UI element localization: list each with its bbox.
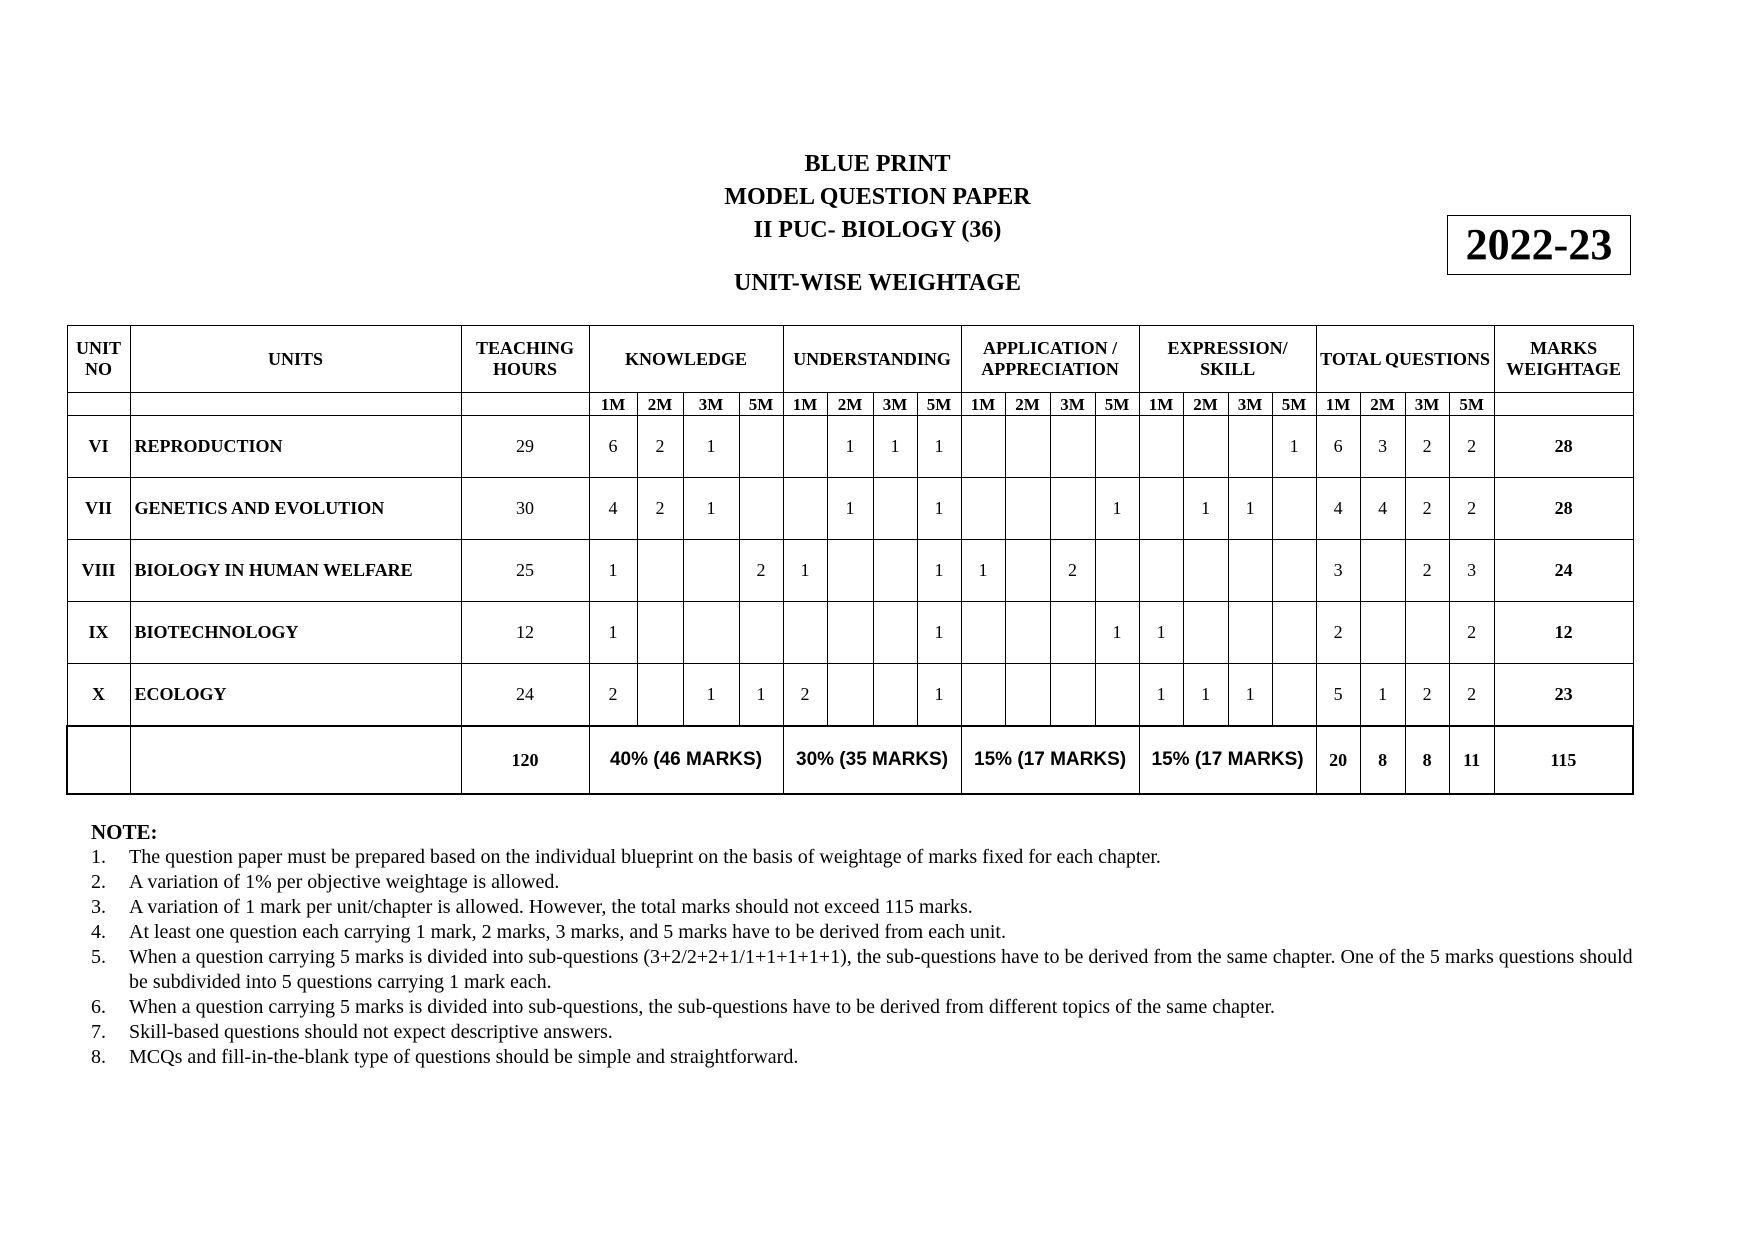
unit-number: IX [67,602,130,664]
title-model-question-paper: MODEL QUESTION PAPER [724,184,1031,210]
question-count-cell: 1 [1228,478,1272,540]
question-count-cell [827,664,873,727]
question-count-cell [1050,416,1095,478]
unit-number: VII [67,478,130,540]
question-count-cell [1095,540,1139,602]
subheader-cell: 2M [1360,393,1405,416]
header-teaching-hours: TEACHING HOURS [461,326,589,393]
subheader-blank [130,393,461,416]
question-count-cell [1183,416,1228,478]
question-count-cell [1405,602,1449,664]
question-count-cell: 1 [917,602,961,664]
question-count-cell: 1 [917,416,961,478]
question-count-cell: 1 [683,478,739,540]
teaching-hours: 12 [461,602,589,664]
question-count-cell: 2 [637,478,683,540]
question-count-cell [1005,602,1050,664]
notes-list [91,845,1651,1070]
total-teaching-hours: 120 [461,726,589,794]
marks-weightage: 28 [1494,416,1633,478]
question-count-cell: 1 [1228,664,1272,727]
note-item [91,845,1651,870]
note-number: 8. [91,1046,106,1068]
subheader-cell: 3M [1405,393,1449,416]
teaching-hours: 30 [461,478,589,540]
question-count-cell: 2 [1449,602,1494,664]
question-count-cell [1095,664,1139,727]
question-count-cell: 4 [1360,478,1405,540]
note-text: The question paper must be prepared based on the individual blueprint on the basis of weightage of marks fixed for each chapter. [129,846,1161,868]
total-blank [130,726,461,794]
marks-weightage: 23 [1494,664,1633,727]
question-count-cell [1272,664,1316,727]
question-count-cell: 5 [1316,664,1360,727]
total-marks-weightage: 115 [1494,726,1633,794]
academic-year-box: 2022-23 [1447,215,1631,275]
question-count-cell: 1 [589,602,637,664]
subheader-cell: 5M [1449,393,1494,416]
question-count-cell: 1 [917,478,961,540]
note-text: Skill-based questions should not expect descriptive answers. [129,1021,613,1043]
total-expression: 15% (17 MARKS) [1139,726,1316,794]
table-row [67,416,1633,478]
table-row [67,602,1633,664]
total-questions-3m: 8 [1405,726,1449,794]
question-count-cell [1360,602,1405,664]
note-number: 4. [91,921,106,943]
question-count-cell [1139,540,1183,602]
note-text: At least one question each carrying 1 mark, 2 marks, 3 marks, and 5 marks have to be derived from each unit. [129,921,1006,943]
note-text: A variation of 1 mark per unit/chapter is allowed. However, the total marks should not exceed 115 marks. [129,896,973,918]
question-count-cell [1228,540,1272,602]
question-count-cell [739,416,783,478]
question-count-cell [783,478,827,540]
header-knowledge: KNOWLEDGE [589,326,783,393]
question-count-cell: 2 [783,664,827,727]
unit-name: ECOLOGY [130,664,461,727]
question-count-cell [873,664,917,727]
question-count-cell [1183,540,1228,602]
question-count-cell [1139,416,1183,478]
table-row [67,478,1633,540]
question-count-cell: 6 [589,416,637,478]
question-count-cell: 2 [1405,664,1449,727]
question-count-cell: 4 [1316,478,1360,540]
question-count-cell: 1 [1095,602,1139,664]
title-blue-print: BLUE PRINT [804,151,951,177]
question-count-cell: 2 [1405,540,1449,602]
question-count-cell [783,416,827,478]
total-questions-1m: 20 [1316,726,1360,794]
total-questions-2m: 8 [1360,726,1405,794]
subheader-cell: 2M [637,393,683,416]
total-application: 15% (17 MARKS) [961,726,1139,794]
question-count-cell [1005,478,1050,540]
subheader-cell: 1M [1316,393,1360,416]
question-count-cell: 1 [873,416,917,478]
question-count-cell: 3 [1360,416,1405,478]
table-subheader-row [67,393,1633,416]
question-count-cell: 2 [1449,416,1494,478]
question-count-cell: 3 [1316,540,1360,602]
question-count-cell [637,540,683,602]
question-count-cell [1228,602,1272,664]
question-count-cell [873,602,917,664]
question-count-cell: 1 [1183,478,1228,540]
question-count-cell [1272,478,1316,540]
question-count-cell: 2 [1449,478,1494,540]
question-count-cell: 1 [589,540,637,602]
table-body [67,416,1633,727]
table-row [67,540,1633,602]
header-expression: EXPRESSION/ SKILL [1139,326,1316,393]
subheader-cell: 2M [1005,393,1050,416]
subheader-cell: 3M [1050,393,1095,416]
subheader-cell: 5M [739,393,783,416]
note-number: 2. [91,871,106,893]
note-text: MCQs and fill-in-the-blank type of questions should be simple and straightforward. [129,1046,799,1068]
question-count-cell [683,540,739,602]
subheader-cell: 5M [917,393,961,416]
question-count-cell: 2 [1316,602,1360,664]
question-count-cell: 6 [1316,416,1360,478]
question-count-cell [1005,540,1050,602]
unit-number: VI [67,416,130,478]
question-count-cell: 1 [1272,416,1316,478]
note-number: 7. [91,1021,106,1043]
note-item [91,895,1651,920]
question-count-cell [961,416,1005,478]
question-count-cell [683,602,739,664]
subheader-cell: 2M [1183,393,1228,416]
question-count-cell: 2 [637,416,683,478]
question-count-cell [1050,664,1095,727]
question-count-cell [827,540,873,602]
question-count-cell [1183,602,1228,664]
table-total-row [67,726,1633,794]
unit-number: X [67,664,130,727]
question-count-cell: 2 [589,664,637,727]
subheader-cell: 1M [589,393,637,416]
question-count-cell [783,602,827,664]
question-count-cell: 2 [1449,664,1494,727]
subheader-cell: 1M [783,393,827,416]
question-count-cell: 4 [589,478,637,540]
subheader-cell: 5M [1272,393,1316,416]
question-count-cell [1050,478,1095,540]
question-count-cell [873,478,917,540]
note-number: 1. [91,846,106,868]
marks-weightage: 24 [1494,540,1633,602]
note-text: When a question carrying 5 marks is divided into sub-questions (3+2/2+2+1/1+1+1+1+1), the sub-questions have to be derived from the same chapter. One of the 5 marks questions should be subdivided into 5 questions carrying 1 mark each. [129,946,1633,993]
note-item [91,995,1651,1020]
subheader-cell: 3M [683,393,739,416]
question-count-cell [961,664,1005,727]
header-application: APPLICATION / APPRECIATION [961,326,1139,393]
note-text: A variation of 1% per objective weightage is allowed. [129,871,560,893]
question-count-cell [739,478,783,540]
notes-section [91,820,1651,1070]
question-count-cell [637,664,683,727]
unit-name: REPRODUCTION [130,416,461,478]
question-count-cell [961,478,1005,540]
unit-name: GENETICS AND EVOLUTION [130,478,461,540]
question-count-cell [1005,664,1050,727]
subheader-blank [67,393,130,416]
subheader-cell: 3M [1228,393,1272,416]
header-marks-weightage: MARKS WEIGHTAGE [1494,326,1633,393]
total-understanding: 30% (35 MARKS) [783,726,961,794]
title-subject: II PUC- BIOLOGY (36) [753,217,1002,243]
question-count-cell: 1 [1139,602,1183,664]
teaching-hours: 29 [461,416,589,478]
blueprint-table [66,325,1634,795]
question-count-cell [1005,416,1050,478]
total-questions-5m: 11 [1449,726,1494,794]
question-count-cell [637,602,683,664]
total-knowledge: 40% (46 MARKS) [589,726,783,794]
header-units: UNITS [130,326,461,393]
question-count-cell: 1 [783,540,827,602]
subheader-cell: 1M [961,393,1005,416]
question-count-cell: 1 [961,540,1005,602]
question-count-cell: 1 [739,664,783,727]
question-count-cell: 1 [683,664,739,727]
note-item [91,870,1651,895]
question-count-cell [1095,416,1139,478]
question-count-cell: 1 [1360,664,1405,727]
teaching-hours: 25 [461,540,589,602]
question-count-cell: 2 [1405,478,1449,540]
header-total-questions: TOTAL QUESTIONS [1316,326,1494,393]
question-count-cell [1050,602,1095,664]
subheader-blank [1494,393,1633,416]
question-count-cell [961,602,1005,664]
note-number: 6. [91,996,106,1018]
question-count-cell [827,602,873,664]
question-count-cell [739,602,783,664]
subheader-cell: 1M [1139,393,1183,416]
question-count-cell [1228,416,1272,478]
question-count-cell: 1 [1139,664,1183,727]
note-item [91,1020,1651,1045]
question-count-cell: 2 [739,540,783,602]
question-count-cell [1139,478,1183,540]
question-count-cell [1272,602,1316,664]
question-count-cell: 1 [683,416,739,478]
marks-weightage: 28 [1494,478,1633,540]
subheader-cell: 2M [827,393,873,416]
note-item [91,945,1651,995]
subheader-cell: 3M [873,393,917,416]
marks-weightage: 12 [1494,602,1633,664]
question-count-cell: 1 [917,664,961,727]
header-understanding: UNDERSTANDING [783,326,961,393]
question-count-cell: 1 [1095,478,1139,540]
question-count-cell: 1 [827,478,873,540]
question-count-cell: 2 [1405,416,1449,478]
note-text: When a question carrying 5 marks is divided into sub-questions, the sub-questions have to be derived from different topics of the same chapter. [129,996,1276,1018]
question-count-cell [873,540,917,602]
unit-name: BIOTECHNOLOGY [130,602,461,664]
question-count-cell: 2 [1050,540,1095,602]
question-count-cell [1272,540,1316,602]
note-number: 3. [91,896,106,918]
question-count-cell: 1 [917,540,961,602]
header-unit-no: UNIT NO [67,326,130,393]
note-item [91,920,1651,945]
note-number: 5. [91,946,106,968]
question-count-cell: 1 [827,416,873,478]
subheader-cell: 5M [1095,393,1139,416]
title-unit-wise-weightage: UNIT-WISE WEIGHTAGE [734,270,1021,296]
note-item [91,1045,1651,1070]
unit-number: VIII [67,540,130,602]
table-row [67,664,1633,727]
question-count-cell [1360,540,1405,602]
notes-title: NOTE: [91,820,158,844]
subheader-blank [461,393,589,416]
total-blank [67,726,130,794]
question-count-cell: 1 [1183,664,1228,727]
unit-name: BIOLOGY IN HUMAN WELFARE [130,540,461,602]
table-header-row [67,326,1633,393]
teaching-hours: 24 [461,664,589,727]
question-count-cell: 3 [1449,540,1494,602]
